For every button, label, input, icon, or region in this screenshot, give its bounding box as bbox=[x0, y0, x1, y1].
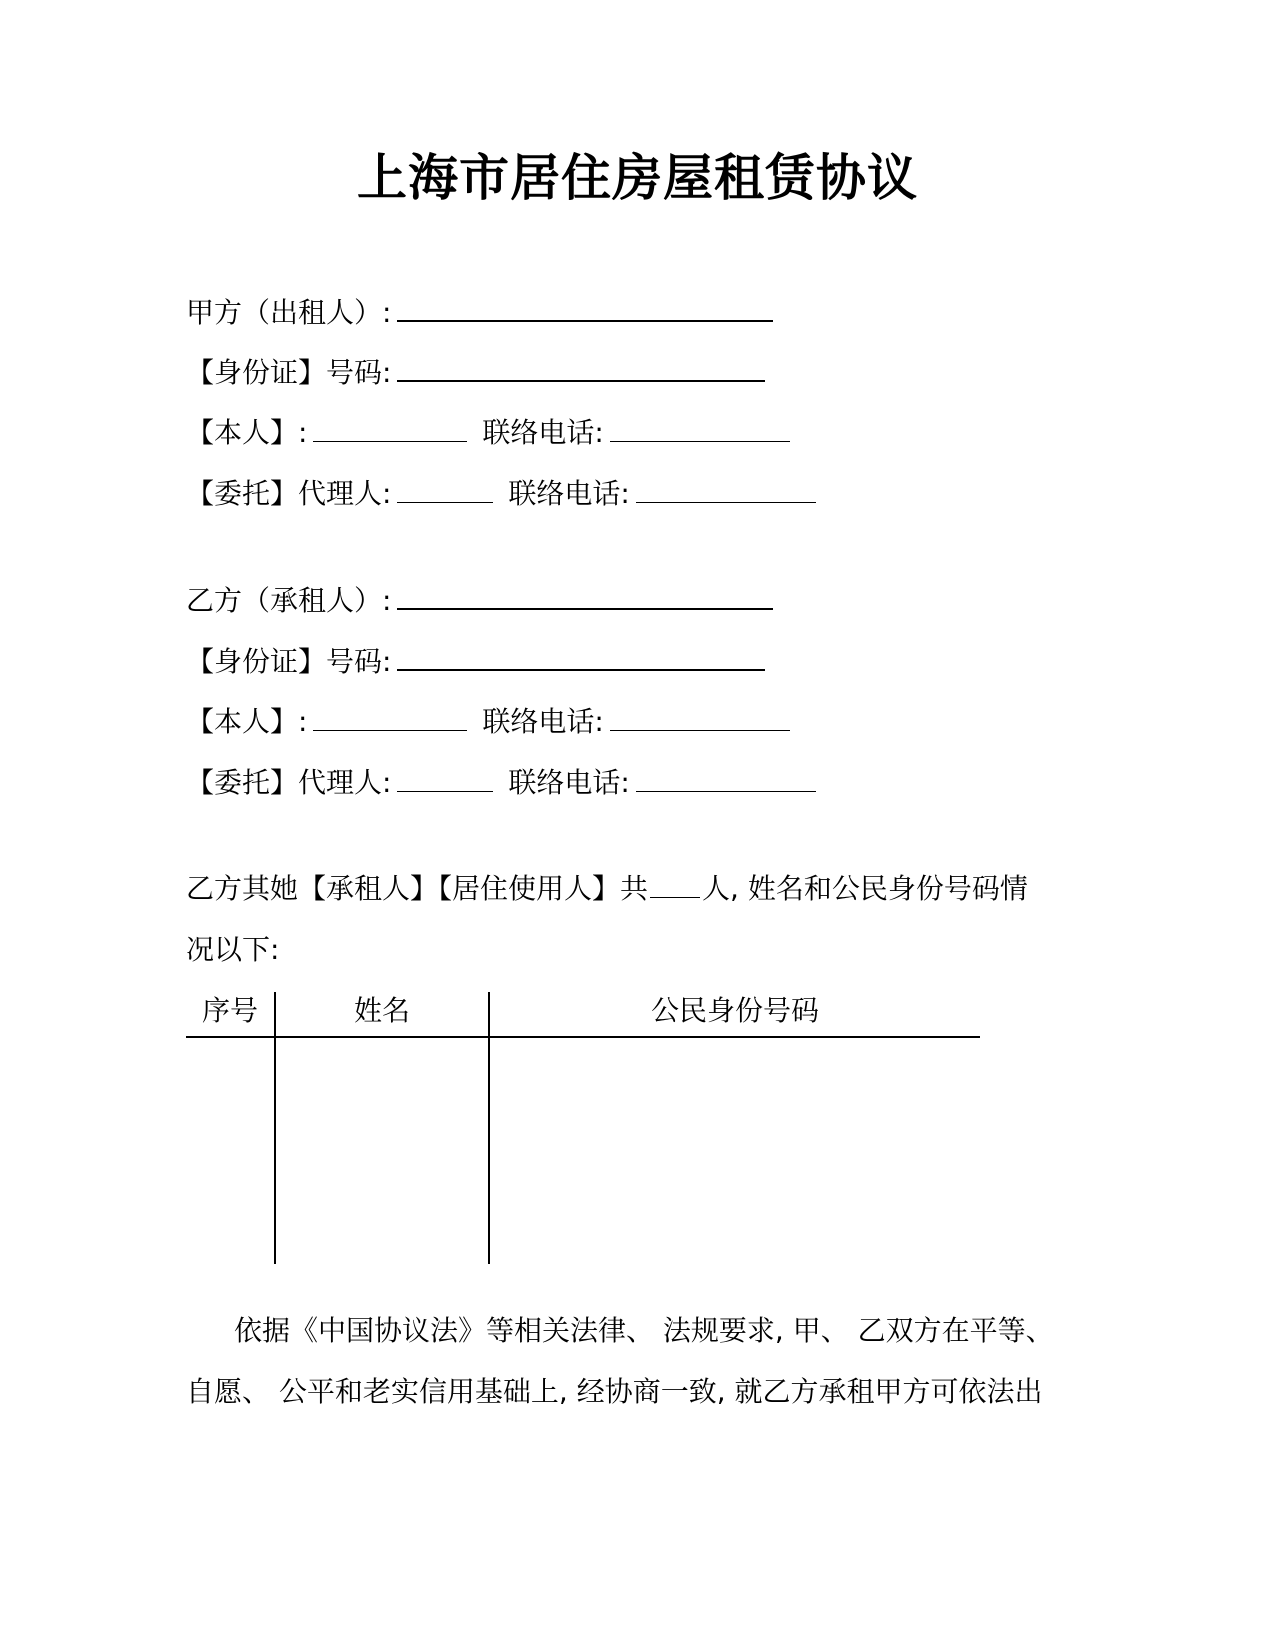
party-b-id-field[interactable] bbox=[397, 643, 765, 671]
party-a-name-field[interactable] bbox=[397, 294, 773, 322]
party-a-id-line bbox=[186, 354, 771, 391]
party-b-self-line bbox=[186, 704, 796, 740]
party-a-id-label: 【身份证】号码: bbox=[186, 356, 392, 389]
party-b-name-field[interactable] bbox=[397, 582, 773, 610]
party-b-phone-field[interactable] bbox=[610, 704, 790, 731]
party-b-role-label: 乙方（承租人）: bbox=[186, 584, 392, 617]
table-header-name: 姓名 bbox=[353, 994, 410, 1027]
document-title: 上海市居住房屋租赁协议 bbox=[357, 149, 918, 207]
body-paragraph-line1: 依据《中国协议法》等相关法律、 法规要求, 甲、 乙双方在平等、 bbox=[234, 1314, 1054, 1347]
party-a-id-field[interactable] bbox=[397, 354, 765, 382]
party-b-id-label: 【身份证】号码: bbox=[186, 645, 392, 678]
party-b-agent-line bbox=[186, 765, 822, 801]
body-paragraph-line2: 自愿、 公平和老实信用基础上, 经协商一致, 就乙方承租甲方可依法出 bbox=[186, 1375, 1043, 1408]
party-a-agent-label: 【委托】代理人: bbox=[186, 477, 392, 510]
party-b-id-line bbox=[186, 643, 771, 680]
party-a-phone-field[interactable] bbox=[610, 415, 790, 442]
party-b-agent-phone-field[interactable] bbox=[636, 765, 816, 792]
party-b-agent-field[interactable] bbox=[397, 765, 493, 792]
others-suffix-text: 人, 姓名和公民身份号码情 bbox=[702, 872, 1028, 905]
party-b-role-line bbox=[186, 582, 779, 619]
party-a-agent-phone-field[interactable] bbox=[636, 476, 816, 503]
table-body-area[interactable] bbox=[186, 1038, 980, 1264]
party-b-self-label: 【本人】: bbox=[186, 705, 308, 738]
party-b-self-field[interactable] bbox=[313, 704, 467, 731]
party-a-self-field[interactable] bbox=[313, 415, 467, 442]
others-paragraph-line1 bbox=[186, 871, 1086, 907]
others-paragraph-line2: 况以下: bbox=[186, 933, 280, 966]
party-a-self-line bbox=[186, 415, 796, 451]
others-prefix-text: 乙方其她【承租人】【居住使用人】共 bbox=[186, 872, 649, 905]
table-header-id-number: 公民身份号码 bbox=[650, 994, 819, 1027]
others-count-field[interactable] bbox=[650, 871, 700, 898]
party-a-role-label: 甲方（出租人）: bbox=[186, 296, 392, 329]
party-b-agent-label: 【委托】代理人: bbox=[186, 766, 392, 799]
party-a-agent-field[interactable] bbox=[397, 476, 493, 503]
party-a-self-label: 【本人】: bbox=[186, 416, 308, 449]
party-b-agent-phone-label: 联络电话: bbox=[508, 766, 630, 799]
party-a-agent-phone-label: 联络电话: bbox=[508, 477, 630, 510]
party-a-role-line bbox=[186, 294, 779, 331]
party-a-agent-line bbox=[186, 476, 822, 512]
party-b-phone-label: 联络电话: bbox=[482, 705, 604, 738]
party-a-phone-label: 联络电话: bbox=[482, 416, 604, 449]
table-header-index: 序号 bbox=[201, 994, 258, 1027]
